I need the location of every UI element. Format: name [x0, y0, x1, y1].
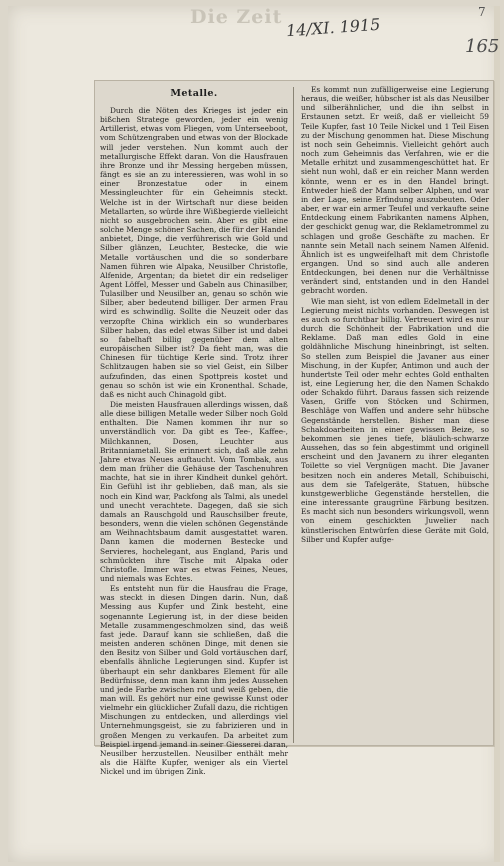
sheet-number: 7	[478, 5, 486, 19]
column-divider	[293, 87, 294, 743]
article-paragraph: Die meisten Hausfrauen allerdings wissen, daß alle diese billigen Metalle weder Silber noch Gold enthalten. Die Namen kommen ihr nur so unverständlich vor. Da gibt es Tee-, Kaffee-, Milchkannen, Dosen, Leuchter aus Britanniametall. Sie erinnert sich, daß alle zehn Jahre etwas Neues auftaucht. Vom Tombak, aus dem man früher die Gehäuse der Taschenuhren machte, hat sie in ihrer Kindheit dunkel gehört. Ein Gefühl ist ihr geblieben, daß man, als sie noch ein Kind war, Packfong als Talmi, als unedel und unecht verachtete. Dagegen, daß sie sich damals an Rauschgold und Rauschsilber freute, besonders, wenn die vielen schönen Gegenstände am Weihnachtsbaum damit ausgestattet waren. Dann kamen die modernen Bestecke und Servieres, hochelegant, aus England, Paris und schmückten ihre Tische mit Alpaka oder Christofle. Immer war es etwas Feines, Neues, und niemals was Echtes.	[100, 400, 288, 583]
article-paragraph: Durch die Nöten des Krieges ist jeder ein bißchen Stratege geworden, jeder ein wenig Artillerist, etwas vom Fliegen, vom Unterseeboot, vom Schützengraben und etwas von der Blockade will jeder verstehen. Nun kommt auch der metallurgische Effekt daran. Von die Hausfrauen ihre Bronze und ihr Messing hergeben müssen, fängt es sie an zu interessieren, was wohl in so einer Bronzestatue oder in einem Messingleuchter für ein Geheimnis steckt. Welche ist in der Wirtschaft nur diese beiden Metallarten, so würde ihre Wißbegierde vielleicht nicht so ausgebrochen sein. Aber es gibt eine solche Menge schöner Sachen, die für der Handel anbietet, Dinge, die verführerisch wie Gold und Silber glänzen, Leuchter, Bestecke, die wie Metalle vortäuschen und die so sonderbare Namen führen wie Alpaka, Neusilber Christofle, Alfenide, Argentan; da bietet dir ein redseliger Agent Löffel, Messer und Gabeln aus Chinasilber, Tulasilber und Neusilber an, genau so schön wie Silber, aber bedeutend billiger. Der armen Frau wird es schwindlig. Sollte die Neuzeit oder das verzopfte China wirklich ein so wunderbares Silber haben, das edel etwas Silber ist und dabei so fabelhaft billig gegenüber dem alten europäischen Silber ist? Da fieht man, was die Chinesen für tüchtige Kerle sind. Trotz ihrer Schlitzaugen haben sie so viel Geist, ein Silber aufzufinden, das einen Spottpreis kostet und genau so schön ist wie ein Kronenthal. Schade, daß es nicht auch Chinagold gibt.	[100, 106, 289, 399]
article-column-left	[100, 85, 289, 777]
handwritten-date: 14/XI. 1915	[285, 14, 381, 41]
article-paragraph: Es entsteht nun für die Hausfrau die Frage, was steckt in diesen Dingen darin. Nun, daß Messing aus Kupfer und Zink besteht, eine sogenannte Legierung ist, in der diese beiden Metalle zusammengeschmolzen sind, das weiß fast jede. Darauf kann sie schließen, daß die meisten anderen schönen Dinge, mit denen sie den Besitz von Silber und Gold vortäuschen darf, ebenfalls ähnliche Legierungen sind. Kupfer ist überhaupt ein sehr dankbares Element für alle Bedürfnisse, denn man kann ihm jedes Aussehen und jede Farbe zwischen rot und weiß geben, die man will. Es gehört nur eine gewisse Kunst oder vielmehr ein glücklicher Zufall dazu, die richtigen Mischungen zu entdecken, und allerdings viel Unternehmungsgeist, sie zu fabrizieren und in großen Mengen zu verkaufen. Da arbeitet zum Beispiel irgend jemand in seiner Giesserei daran, Neusilber herzustellen. Neusilber enthält mehr als die Hälfte Kupfer, weniger als ein Viertel Nickel und im übrigen Zink.	[100, 584, 288, 777]
handwritten-page-number: 165	[465, 36, 500, 57]
newspaper-clipping	[94, 80, 494, 777]
article-paragraph: Es kommt nun zufälligerweise eine Legierung heraus, die weißer, hübscher ist als das Neusilber und silberähnlicher, und die ihn selbst in Erstaunen setzt. Er weiß, daß er vielleicht 59 Teile Kupfer, fast 10 Teile Nickel und 1 Teil Eisen zu der Mischung genommen hat. Diese Mischung ist noch sein Geheimnis. Vielleicht gehört auch noch zum Geheimnis das Verfahren, wie er die Metalle erhitzt und zusammengeschüttet hat. Er sieht nun wohl, daß er ein reicher Mann werden könnte, wenn er es in den Handel bringt. Entweder hieß der Mann selber Alphen, und war in der Lage, seine Erfindung auszubeuten. Oder aber, er war ein armer Teufel und verkaufte seine Entdeckung einem Fabrikanten namens Alphen, der geschickt genug war, die Reklametrommel zu schlagen und große Geschäfte zu machen. Er nannte sein Metall nach seinem Namen Alfenid. Ähnlich ist es ungweifelhaft mit dem Christofle ergangen. Und so sind auch alle anderen Entdeckungen, bei denen nur die Verhältnisse verändert sind, entstanden und in den Handel gebracht worden.	[301, 85, 489, 296]
article-column-right	[301, 85, 489, 741]
article-title: Metalle.	[170, 88, 218, 99]
article-paragraph: Wie man sieht, ist von edlem Edelmetall in der Legierung meist nichts vorhanden. Deswegen ist es auch so furchtbar billig. Vertreuert wird es nur durch die Schönheit der Fabrikation und die Reklame. Daß man edles Gold in eine goldähnliche Mischung hineinbringt, ist selten. So stellen zum Beispiel die Javaner aus einer Mischung, in der Kupfer, Antimon und auch der hundertste Teil oder mehr echtes Gold enthalten ist, eine Legierung her, die den Namen Schakdo oder Schakdo führt. Daraus fassen sich reizende Vasen, Griffe von Stöcken und Schirmen, Beschläge von Waffen und andere sehr hübsche Gegenstände herstellen. Bisher man diese Schakdoarbeiten in einer gewissen Beize, so bekommen sie jenes tiefe, bläulich-schwarze Aussehen, das so fein abgestimmt und originell erscheint und den Javanern zu ihrer eleganten Toilette so viel Vergnügen macht. Die Javaner besitzen noch ein anderes Metall, Schibuischi, aus dem sie Tafelgeräte, Statuen, hübsche kunstgewerbliche Gegenstände herstellen, die eine interessante graugrüne Färbung besitzen. Es macht sich nun besonders wirkungsvoll, wenn von einem geschickten Juwelier nach künstlerischen Entwürfen diese Geräte mit Gold, Silber und Kupfer aufge-	[301, 296, 489, 544]
newspaper-masthead: Die Zeit	[190, 6, 283, 28]
sheet-edge	[494, 6, 500, 862]
